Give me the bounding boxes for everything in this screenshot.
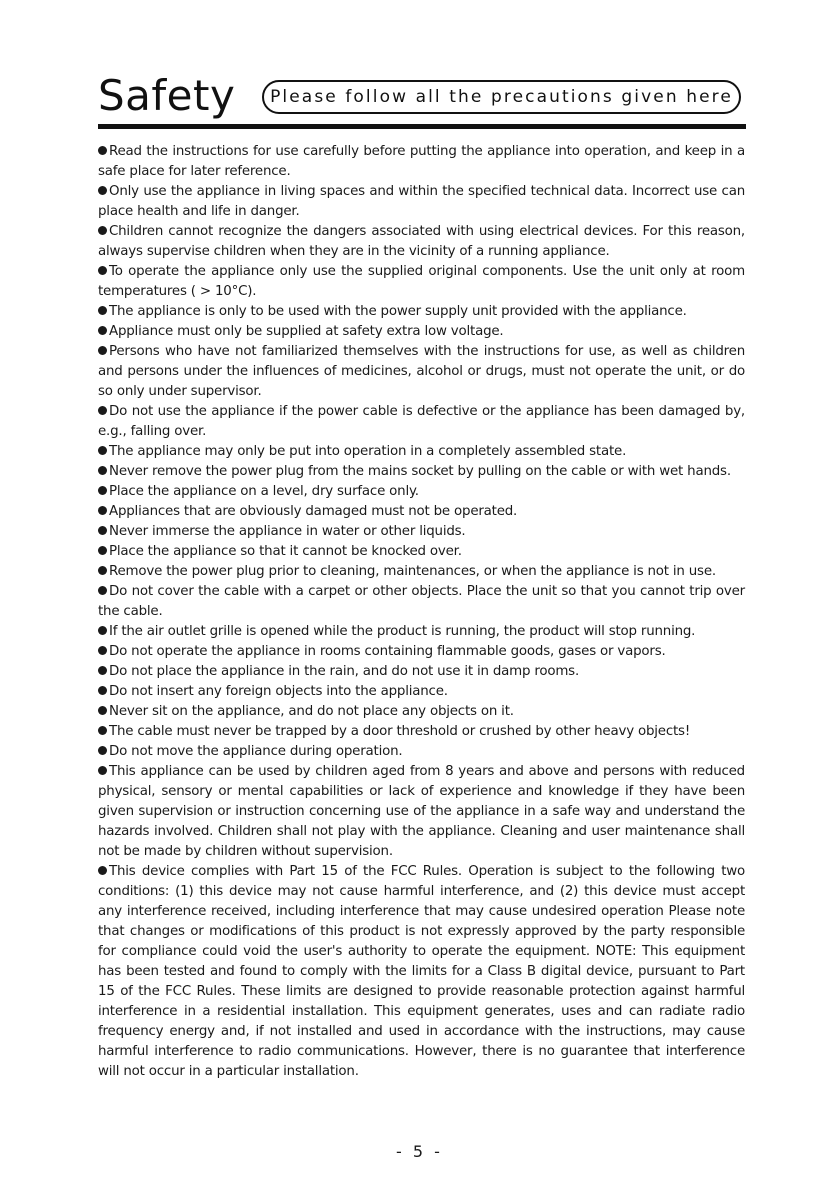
safety-item <box>98 762 745 862</box>
safety-item <box>98 722 745 742</box>
safety-item-text: To operate the appliance only use the supplied original components. Use the unit only at room temperatures ( > 10°C). <box>98 264 745 299</box>
safety-item-text: Do not operate the appliance in rooms containing flammable goods, gases or vapors. <box>109 644 666 659</box>
bullet-icon <box>98 326 107 335</box>
bullet-icon <box>98 626 107 635</box>
page-number: - 5 - <box>396 1142 443 1161</box>
bullet-icon <box>98 266 107 275</box>
bullet-icon <box>98 766 107 775</box>
bullet-icon <box>98 446 107 455</box>
bullet-icon <box>98 546 107 555</box>
safety-item-text: Children cannot recognize the dangers associated with using electrical devices. For this reason, always supervise children when they are in the vicinity of a running appliance. <box>98 224 745 259</box>
safety-item-text: The appliance may only be put into operation in a completely assembled state. <box>109 444 627 459</box>
safety-item-text: This device complies with Part 15 of the FCC Rules. Operation is subject to the following two conditions: (1) this device may not cause harmful interference, and (2) this device must accept any interference received, including interference that may cause undesired operation Please note that changes or modifications of this product is not expressly approved by the party responsible for compliance could void the user's authority to operate the equipment. NOTE: This equipment has been tested and found to comply with the limits for a Class B digital device, pursuant to Part 15 of the FCC Rules. These limits are designed to provide reasonable protection against harmful interference in a residential installation. This equipment generates, uses and can radiate radio frequency energy and, if not installed and used in accordance with the instructions, may cause harmful interference to radio communications. However, there is no guarantee that interference will not occur in a particular installation. <box>98 864 745 1079</box>
safety-item-text: This appliance can be used by children aged from 8 years and above and persons with reduced physical, sensory or mental capabilities or lack of experience and knowledge if they have been given supervision or instruction concerning use of the appliance in a safe way and understand the hazards involved. Children shall not play with the appliance. Cleaning and user maintenance shall not be made by children without supervision. <box>98 764 745 859</box>
safety-item <box>98 262 745 302</box>
safety-item <box>98 742 745 762</box>
safety-item-text: Read the instructions for use carefully before putting the appliance into operation, and keep in a safe place for later reference. <box>98 144 745 179</box>
safety-item-text: Never remove the power plug from the mains socket by pulling on the cable or with wet hands. <box>109 464 731 479</box>
bullet-icon <box>98 566 107 575</box>
bullet-icon <box>98 526 107 535</box>
safety-item-text: Appliance must only be supplied at safety extra low voltage. <box>109 324 504 339</box>
bullet-icon <box>98 666 107 675</box>
safety-item-text: Do not place the appliance in the rain, and do not use it in damp rooms. <box>109 664 579 679</box>
bullet-icon <box>98 466 107 475</box>
safety-item <box>98 682 745 702</box>
safety-item <box>98 302 745 322</box>
safety-item-text: The appliance is only to be used with the power supply unit provided with the appliance. <box>109 304 687 319</box>
bullet-icon <box>98 746 107 755</box>
safety-item-text: Do not move the appliance during operation. <box>109 744 403 759</box>
safety-item <box>98 462 745 482</box>
safety-item-text: Do not cover the cable with a carpet or other objects. Place the unit so that you cannot trip over the cable. <box>98 584 745 619</box>
bullet-icon <box>98 346 107 355</box>
safety-item <box>98 442 745 462</box>
safety-item-text: Remove the power plug prior to cleaning, maintenances, or when the appliance is not in use. <box>109 564 716 579</box>
header-divider <box>98 124 746 129</box>
safety-item <box>98 662 745 682</box>
bullet-icon <box>98 506 107 515</box>
safety-item-text: The cable must never be trapped by a door threshold or crushed by other heavy objects! <box>109 724 690 739</box>
safety-item-text: Do not use the appliance if the power cable is defective or the appliance has been damaged by, e.g., falling over. <box>98 404 745 439</box>
page-title: Safety <box>98 71 236 120</box>
safety-item <box>98 862 745 1082</box>
bullet-icon <box>98 706 107 715</box>
safety-item <box>98 182 745 222</box>
bullet-icon <box>98 146 107 155</box>
bullet-icon <box>98 726 107 735</box>
bullet-icon <box>98 646 107 655</box>
safety-item <box>98 322 745 342</box>
safety-item-text: Do not insert any foreign objects into the appliance. <box>109 684 448 699</box>
safety-item-text: Place the appliance on a level, dry surface only. <box>109 484 419 499</box>
safety-item-text: Place the appliance so that it cannot be knocked over. <box>109 544 462 559</box>
safety-item <box>98 342 745 402</box>
page-header <box>98 66 746 130</box>
safety-item <box>98 222 745 262</box>
safety-item-text: Persons who have not familiarized themselves with the instructions for use, as well as children and persons under the influences of medicines, alcohol or drugs, must not operate the unit, or do so only under supervisor. <box>98 344 745 399</box>
safety-list <box>98 142 745 1082</box>
safety-item <box>98 542 745 562</box>
bullet-icon <box>98 486 107 495</box>
bullet-icon <box>98 226 107 235</box>
safety-item <box>98 702 745 722</box>
safety-item-text: Never sit on the appliance, and do not place any objects on it. <box>109 704 514 719</box>
bullet-icon <box>98 406 107 415</box>
safety-item <box>98 622 745 642</box>
safety-item-text: If the air outlet grille is opened while the product is running, the product will stop running. <box>109 624 696 639</box>
safety-item <box>98 522 745 542</box>
bullet-icon <box>98 186 107 195</box>
precautions-banner: Please follow all the precautions given here <box>262 80 741 114</box>
safety-item <box>98 482 745 502</box>
safety-item <box>98 402 745 442</box>
safety-item <box>98 502 745 522</box>
safety-item-text: Appliances that are obviously damaged must not be operated. <box>109 504 518 519</box>
safety-item <box>98 642 745 662</box>
safety-item-text: Only use the appliance in living spaces and within the specified technical data. Incorrect use can place health and life in danger. <box>98 184 745 219</box>
bullet-icon <box>98 866 107 875</box>
safety-item <box>98 142 745 182</box>
safety-item <box>98 582 745 622</box>
bullet-icon <box>98 306 107 315</box>
safety-item <box>98 562 745 582</box>
bullet-icon <box>98 686 107 695</box>
safety-item-text: Never immerse the appliance in water or other liquids. <box>109 524 466 539</box>
bullet-icon <box>98 586 107 595</box>
